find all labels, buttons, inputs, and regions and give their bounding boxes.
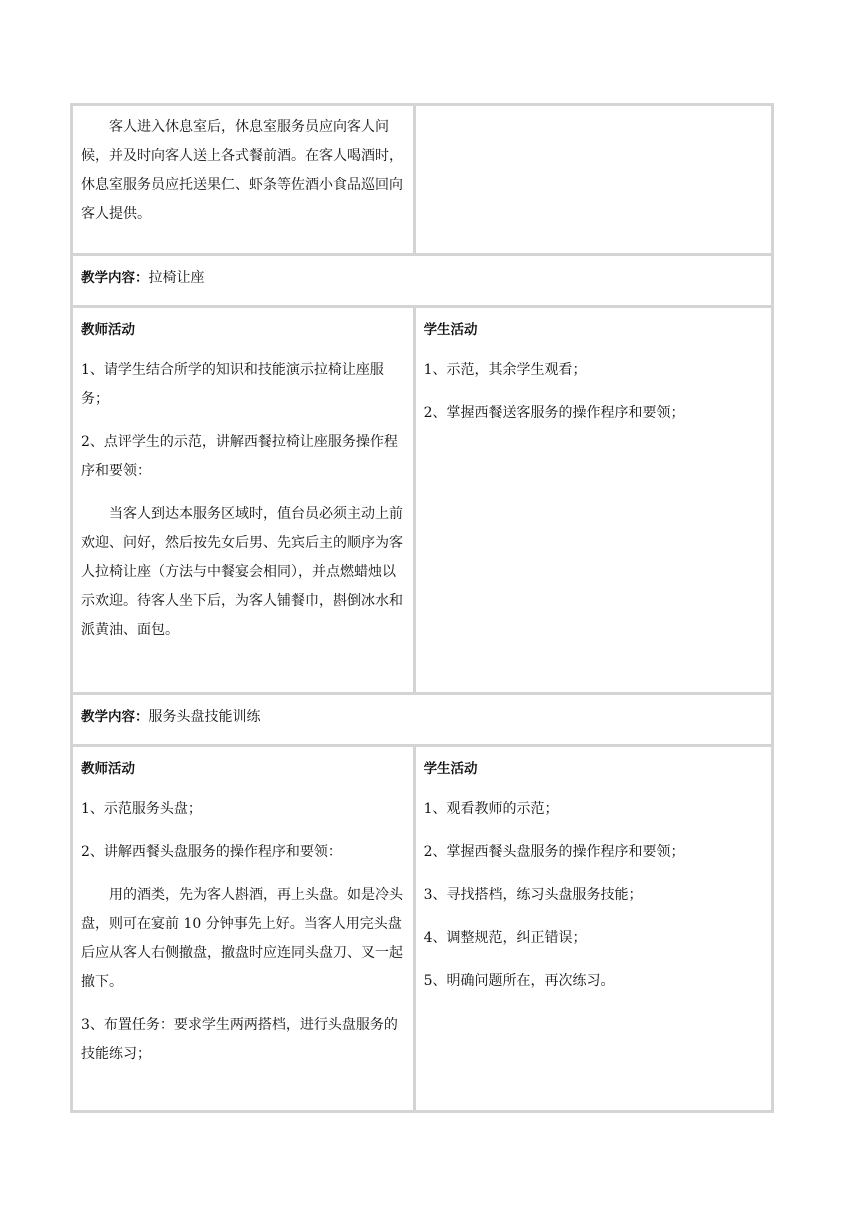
- student-item: 1、示范，其余学生观看；: [423, 362, 587, 378]
- student-item: 1、观看教师的示范；: [423, 801, 559, 817]
- table-row-activities-1: [73, 308, 774, 695]
- teaching-content-cell-1: [73, 256, 774, 308]
- teaching-content-label: 教学内容：: [81, 270, 149, 286]
- teacher-item: 3、布置任务：要求学生两两搭档，进行头盘服务的技能练习；: [81, 1017, 398, 1062]
- teacher-item: 1、示范服务头盘；: [81, 801, 202, 817]
- student-item: 5、明确问题所在，再次练习。: [423, 973, 615, 989]
- table-row-intro: [73, 106, 774, 256]
- table-row-content-2: [73, 695, 774, 747]
- table-row-activities-2: [73, 747, 774, 1113]
- teaching-content-value: 拉椅让座: [148, 270, 205, 286]
- teacher-item: 2、点评学生的示范，讲解西餐拉椅让座服务操作程序和要领：: [81, 434, 398, 479]
- intro-paragraph: 客人进入休息室后，休息室服务员应向客人问候，并及时向客人送上各式餐前酒。在客人喝酒时，休息室服务员应托送果仁、虾条等佐酒小食品巡回向客人提供。: [81, 119, 403, 222]
- teacher-item: 1、请学生结合所学的知识和技能演示拉椅让座服务；: [81, 362, 384, 407]
- teacher-item: 2、讲解西餐头盘服务的操作程序和要领：: [81, 844, 342, 860]
- student-activity-title: 学生活动: [423, 761, 478, 777]
- intro-cell: [73, 106, 416, 256]
- table-row-content-1: [73, 256, 774, 308]
- teaching-content-1: [81, 268, 763, 288]
- intro-empty-cell: [416, 106, 774, 256]
- teaching-content-label: 教学内容：: [81, 709, 149, 725]
- student-item: 2、掌握西餐头盘服务的操作程序和要领；: [423, 844, 685, 860]
- teacher-activity-cell-1: [73, 308, 416, 695]
- teaching-content-cell-2: [73, 695, 774, 747]
- teaching-content-value: 服务头盘技能训练: [148, 709, 261, 725]
- teacher-detail-paragraph: 当客人到达本服务区域时，值台员必须主动上前欢迎、问好，然后按先女后男、先宾后主的顺序为客人拉椅让座（方法与中餐宴会相同），并点燃蜡烛以示欢迎。待客人坐下后，为客人铺餐巾，斟倒冰水和派黄油、面包。: [81, 506, 403, 638]
- teacher-activity-title: 教师活动: [81, 322, 135, 338]
- teacher-activity-cell-2: [73, 747, 416, 1113]
- student-item: 2、掌握西餐送客服务的操作程序和要领；: [423, 405, 685, 421]
- student-activity-cell-2: [416, 747, 774, 1113]
- student-item: 3、寻找搭档，练习头盘服务技能；: [423, 887, 643, 903]
- student-item: 4、调整规范，纠正错误；: [423, 930, 587, 946]
- lesson-plan-table: [70, 103, 774, 1113]
- student-activity-cell-1: [416, 308, 774, 695]
- student-activity-title: 学生活动: [423, 322, 478, 338]
- teacher-activity-title: 教师活动: [81, 761, 135, 777]
- teacher-detail-paragraph: 用的酒类，先为客人斟酒，再上头盘。如是冷头盘，则可在宴前 10 分钟事先上好。当客人用完头盘后应从客人右侧撤盘，撤盘时应连同头盘刀、叉一起撤下。: [81, 887, 403, 990]
- teaching-content-2: [81, 707, 763, 727]
